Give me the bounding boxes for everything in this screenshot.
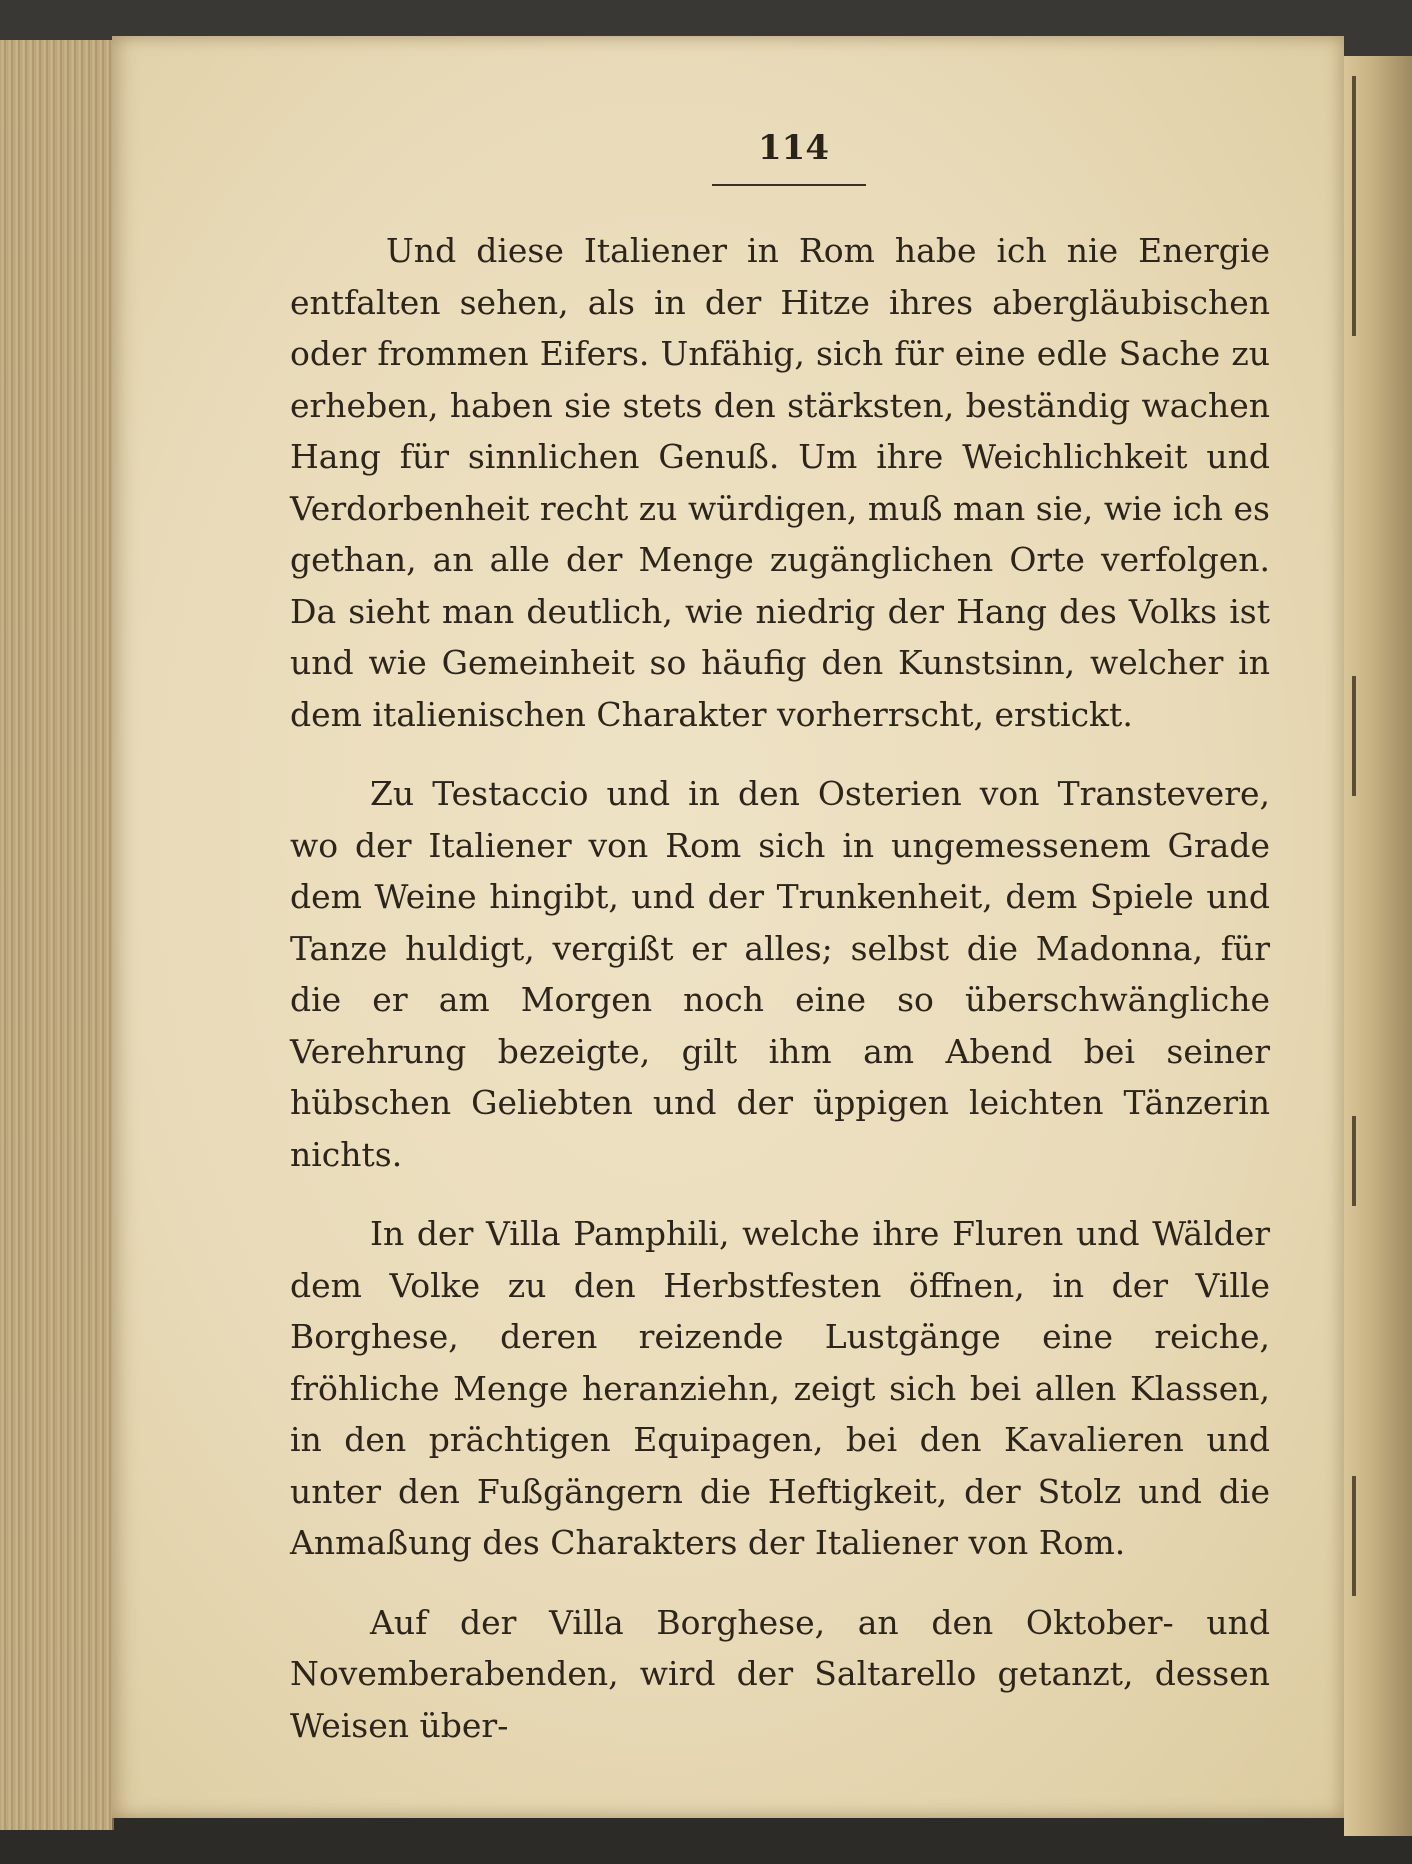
book-page-edges-right — [1344, 56, 1412, 1836]
paragraph-3: In der Villa Pamphili, welche ihre Fluren und Wälder dem Volke zu den Herbstfesten öffnen, in der Ville Borghese, deren reizende Lustgänge eine reiche, fröhliche Menge heranziehn, zeigt sich bei allen Klassen, in den prächtigen Equipagen, bei den Kavalieren und unter den Fußgängern die Heftigkeit, der Stolz und die Anmaßung des Charakters der Italiener von Rom. — [290, 1214, 1270, 1562]
paragraph-1: Und diese Italiener in Rom habe ich nie Energie entfalten sehen, als in der Hitze ihres abergläubischen oder frommen Eifers. Unfähig, sich für eine edle Sache zu erheben, haben sie stets den stärksten, beständig wachen Hang für sinnlichen Genuß. Um ihre Weichlichkeit und Verdorbenheit recht zu würdigen, muß man sie, wie ich es gethan, an alle der Menge zugänglichen Orte verfolgen. Da sieht man deutlich, wie niedrig der Hang des Volks ist und wie Gemeinheit so häufig den Kunstsinn, welcher in dem italienischen Charakter vorherrscht, erstickt. — [290, 231, 1270, 734]
page-number-rule — [712, 184, 866, 186]
binding-mark — [1352, 1476, 1356, 1596]
paragraph-4: Auf der Villa Borghese, an den Oktober- und Novemberabenden, wird der Saltarello getanzt, dessen Weisen über- — [290, 1602, 1270, 1745]
book-page-edges-left — [0, 40, 114, 1830]
binding-mark — [1352, 676, 1356, 796]
body-text — [290, 225, 1270, 1751]
page-number: 114 — [758, 128, 829, 168]
paragraph-2: Zu Testaccio und in den Osterien von Transtevere, wo der Italiener von Rom sich in ungemessenem Grade dem Weine hingibt, und der Trunkenheit, dem Spiele und Tanze huldigt, vergißt er alles; selbst die Madonna, für die er am Morgen noch eine so überschwängliche Verehrung bezeigte, gilt ihm am Abend bei seiner hübschen Geliebten und der üppigen leichten Tänzerin nichts. — [290, 774, 1270, 1174]
binding-mark — [1352, 76, 1356, 336]
binding-mark — [1352, 1116, 1356, 1206]
